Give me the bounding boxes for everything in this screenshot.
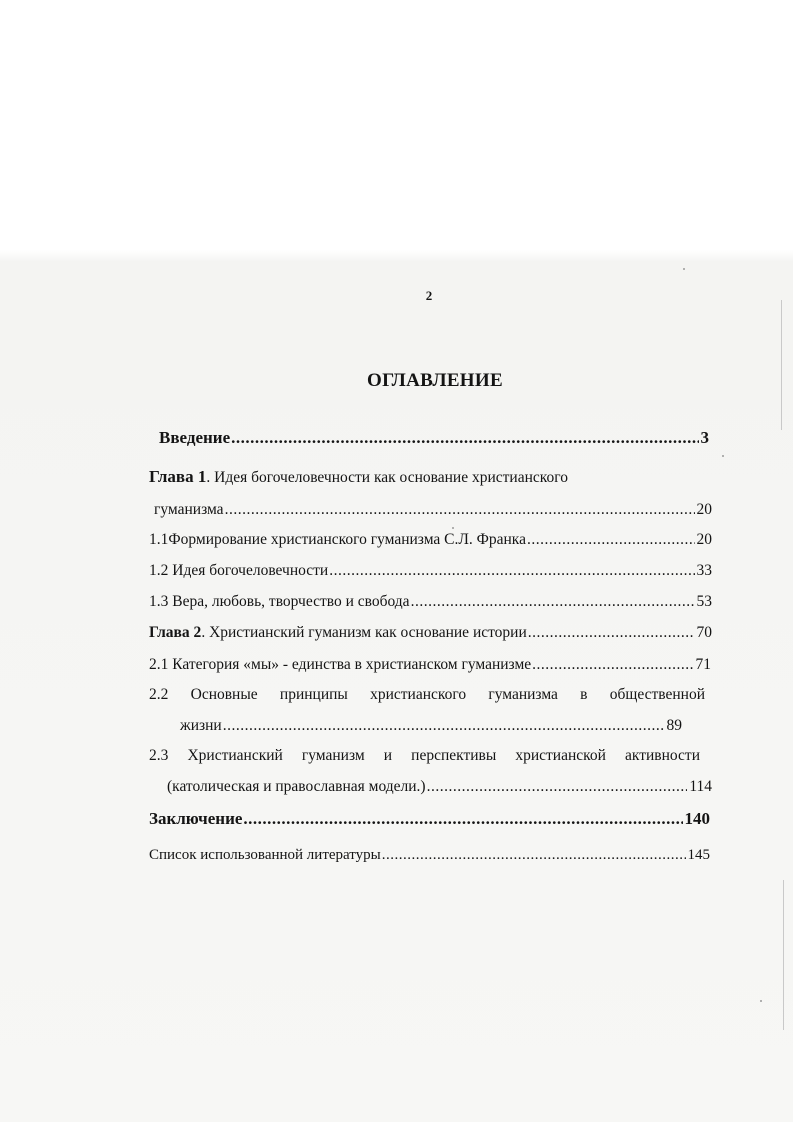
toc-entry-1-3[interactable] <box>149 592 712 612</box>
scan-speck <box>760 1000 762 1002</box>
toc-entry-page: 145 <box>687 847 710 863</box>
toc-entry-page: 89 <box>666 717 682 734</box>
toc-entry-bibliography[interactable] <box>149 845 710 865</box>
leader-dots <box>532 655 693 675</box>
toc-word: Основные <box>190 686 258 703</box>
chapter-number: Глава 2 <box>149 624 202 641</box>
toc-entry-label: 1.3 Вера, любовь, творчество и свобода <box>149 593 410 610</box>
toc-entry-label: Список использованной литературы <box>149 847 381 863</box>
leader-dots <box>225 500 695 520</box>
toc-entry-2-3-line1[interactable] <box>149 746 700 766</box>
leader-dots <box>382 845 686 865</box>
toc-word: перспективы <box>411 747 497 764</box>
toc-entry-label: Заключение <box>149 809 243 828</box>
toc-entry-page: 114 <box>689 778 712 795</box>
leader-dots <box>427 777 688 797</box>
toc-entry-label <box>149 623 527 643</box>
scan-speck <box>722 455 724 457</box>
scan-speck <box>683 268 685 270</box>
toc-chapter-1-continuation[interactable] <box>154 500 712 520</box>
toc-entry-label: гуманизма <box>154 501 224 518</box>
toc-entry-label: 1.1Формирование христианского гуманизма С.Л. Франка <box>149 531 526 548</box>
toc-word: христианского <box>370 686 467 703</box>
leader-dots <box>231 428 698 448</box>
toc-entry-label: 2.1 Категория «мы» - единства в христианском гуманизме <box>149 656 532 673</box>
leader-dots <box>527 530 695 550</box>
toc-word: христианской <box>515 747 606 764</box>
toc-entry-2-1[interactable] <box>149 655 711 675</box>
toc-entry-page: 71 <box>695 656 711 673</box>
leader-dots <box>223 716 665 736</box>
scan-edge-shadow <box>781 300 782 430</box>
chapter-number: Глава 1 <box>149 467 207 486</box>
leader-dots <box>411 592 695 612</box>
toc-word: 2.3 <box>149 747 169 764</box>
toc-word: и <box>383 747 393 764</box>
toc-word: в <box>580 686 588 703</box>
toc-entry-label: (католическая и православная модели.) <box>167 778 426 795</box>
toc-word: общественной <box>609 686 705 703</box>
toc-entry-page: 3 <box>700 428 709 447</box>
toc-word: активности <box>625 747 700 764</box>
toc-entry-label: 1.2 Идея богочеловечности <box>149 562 329 579</box>
chapter-title: . Идея богочеловечности как основание христианского <box>206 469 568 486</box>
toc-word: принципы <box>279 686 348 703</box>
toc-entry-2-2-line2[interactable] <box>180 716 682 736</box>
toc-word: гуманизм <box>301 747 365 764</box>
toc-entry-2-3-line2[interactable] <box>167 777 712 797</box>
toc-chapter-2[interactable] <box>149 623 712 643</box>
leader-dots <box>329 561 694 581</box>
toc-entry-intro[interactable] <box>159 428 709 448</box>
scan-edge-shadow <box>783 880 784 1030</box>
leader-dots <box>243 809 682 829</box>
toc-chapter-1-heading[interactable] <box>149 467 568 488</box>
toc-word: гуманизма <box>488 686 558 703</box>
toc-entry-page: 53 <box>696 593 712 610</box>
toc-entry-conclusion[interactable] <box>149 809 710 829</box>
toc-entry-label: Введение <box>159 428 231 447</box>
toc-entry-1-1[interactable] <box>149 530 712 550</box>
toc-entry-page: 20 <box>696 531 712 548</box>
toc-entry-page: 33 <box>696 562 712 579</box>
page-number: 2 <box>425 288 433 303</box>
chapter-title: . Христианский гуманизм как основание истории <box>201 624 527 641</box>
page-title: ОГЛАВЛЕНИЕ <box>367 370 503 391</box>
toc-entry-page: 140 <box>684 809 710 828</box>
leader-dots <box>528 623 695 643</box>
toc-word: Христианский <box>187 747 283 764</box>
toc-entry-page: 20 <box>696 501 712 518</box>
toc-entry-2-2-line1[interactable] <box>149 685 705 705</box>
toc-word: 2.2 <box>149 686 169 703</box>
toc-entry-label: жизни <box>180 717 222 734</box>
toc-entry-page: 70 <box>696 624 712 641</box>
scan-speck <box>452 527 454 529</box>
toc-entry-1-2[interactable] <box>149 561 712 581</box>
